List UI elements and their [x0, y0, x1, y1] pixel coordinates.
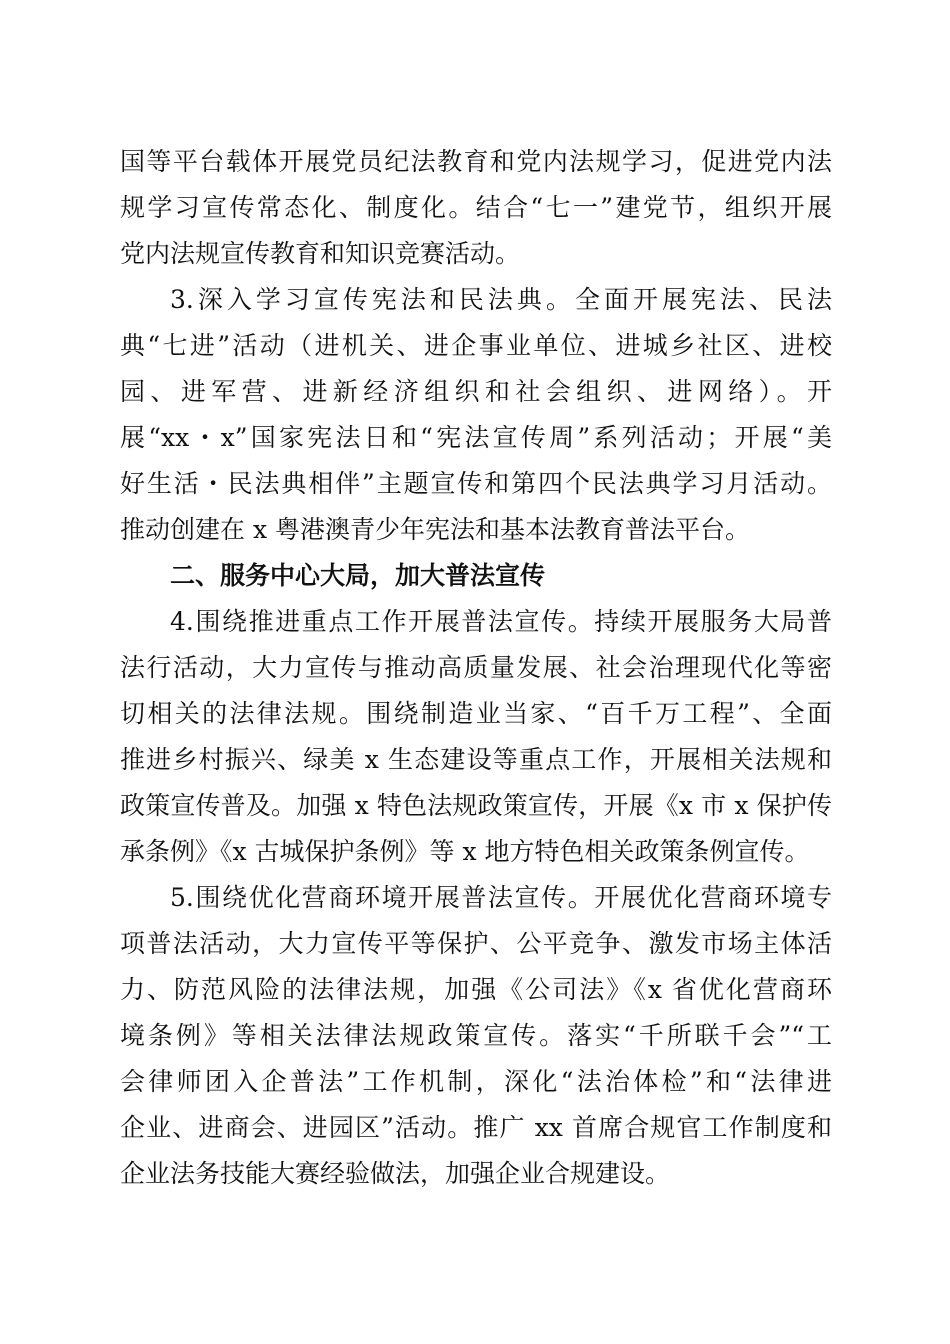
- document-body: [120, 139, 832, 1197]
- paragraph-line: 项普法活动，大力宣传平等保护、公平竞争、激发市场主体活: [120, 929, 832, 958]
- paragraph-line: 好生活・民法典相伴”主题宣传和第四个民法典学习月活动。: [120, 469, 832, 498]
- paragraph-line: 5.围绕优化营商环境开展普法宣传。开展优化营商环境专: [170, 883, 832, 912]
- paragraph-line: 国等平台载体开展党员纪法教育和党内法规学习，促进党内法: [120, 147, 832, 176]
- paragraph-line: 规学习宣传常态化、制度化。结合“七一”建党节，组织开展: [120, 193, 832, 222]
- paragraph-line: 企业、进商会、进园区”活动。推广 xx 首席合规官工作制度和: [120, 1113, 832, 1142]
- paragraph-line: 推进乡村振兴、绿美 x 生态建设等重点工作，开展相关法规和: [120, 745, 832, 774]
- paragraph-line: 切相关的法律法规。围绕制造业当家、“百千万工程”、全面: [120, 699, 832, 728]
- heading-line: 二、服务中心大局，加大普法宣传: [170, 561, 546, 590]
- paragraph-item-5: [120, 875, 832, 1197]
- paragraph-line: 企业法务技能大赛经验做法，加强企业合规建设。: [120, 1159, 671, 1188]
- paragraph-continuation: [120, 139, 832, 277]
- paragraph-line: 会律师团入企普法”工作机制，深化“法治体检”和“法律进: [120, 1067, 832, 1096]
- paragraph-line: 4.围绕推进重点工作开展普法宣传。持续开展服务大局普: [170, 607, 832, 636]
- paragraph-line: 3.深入学习宣传宪法和民法典。全面开展宪法、民法: [170, 285, 832, 314]
- paragraph-line: 典“七进”活动（进机关、进企事业单位、进城乡社区、进校: [120, 331, 832, 360]
- paragraph-line: 承条例》《x 古城保护条例》等 x 地方特色相关政策条例宣传。: [120, 837, 810, 866]
- paragraph-line: 园、进军营、进新经济组织和社会组织、进网络）。开: [120, 377, 832, 406]
- paragraph-line: 力、防范风险的法律法规，加强《公司法》《x 省优化营商环: [120, 975, 832, 1004]
- paragraph-line: 展“xx・x”国家宪法日和“宪法宣传周”系列活动；开展“美: [120, 423, 832, 452]
- section-heading-2: [120, 553, 832, 599]
- paragraph-line: 政策宣传普及。加强 x 特色法规政策宣传，开展《x 市 x 保护传: [120, 791, 832, 820]
- paragraph-line: 党内法规宣传教育和知识竞赛活动。: [120, 239, 521, 268]
- paragraph-item-4: [120, 599, 832, 875]
- paragraph-item-3: [120, 277, 832, 553]
- paragraph-line: 法行活动，大力宣传与推动高质量发展、社会治理现代化等密: [120, 653, 832, 682]
- paragraph-line: 推动创建在 x 粤港澳青少年宪法和基本法教育普法平台。: [120, 515, 750, 544]
- paragraph-line: 境条例》等相关法律法规政策宣传。落实“千所联千会”“工: [120, 1021, 832, 1050]
